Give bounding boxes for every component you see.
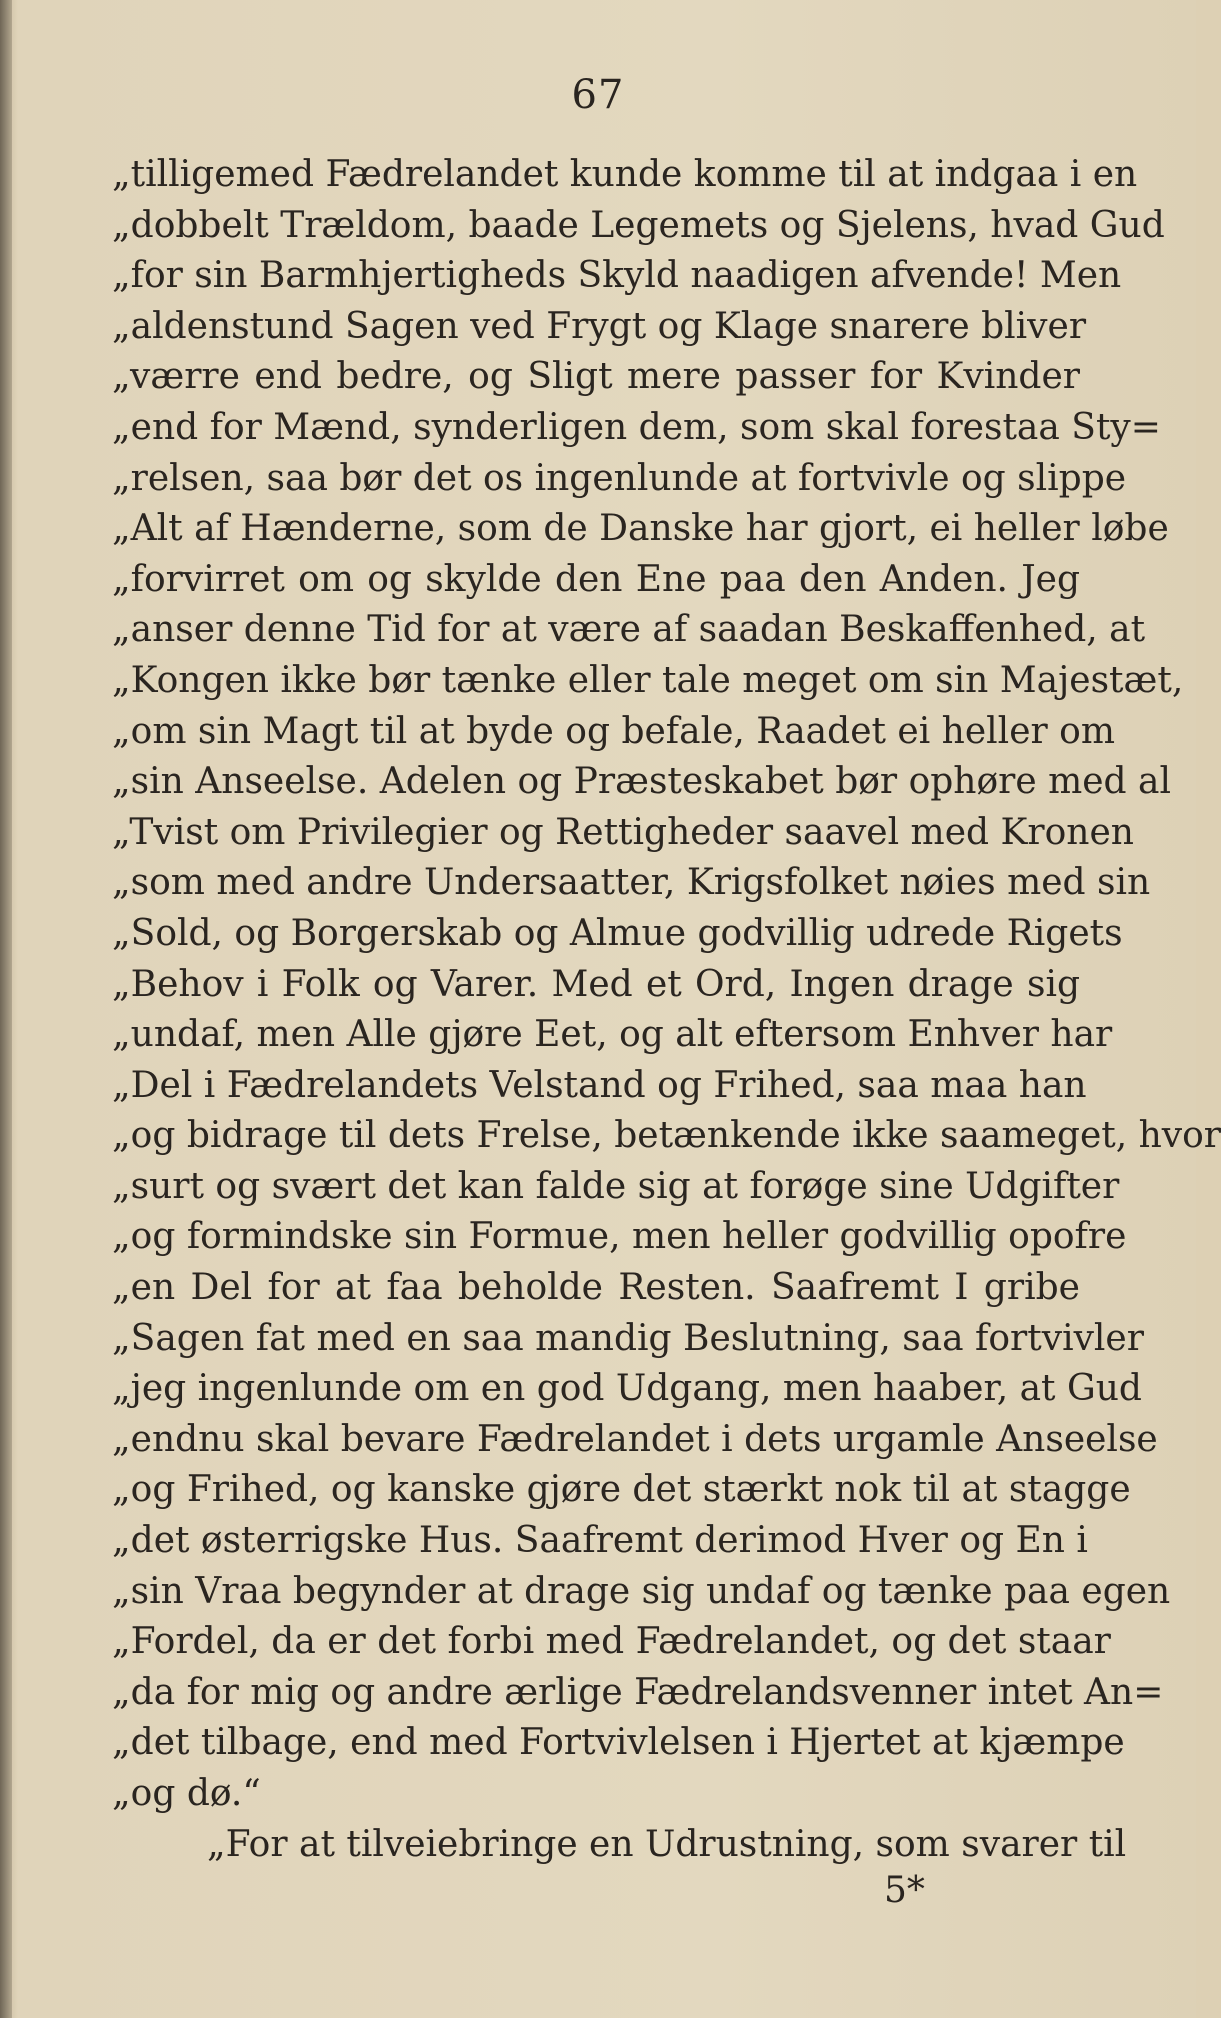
text-line: „endnu skal bevare Fædrelandet i dets urgamle Anseelse (112, 1418, 1158, 1460)
text-line: „dobbelt Trældom, baade Legemets og Sjelens, hvad Gud (112, 204, 1165, 246)
page-number: 67 (571, 72, 625, 118)
text-line: „sin Anseelse. Adelen og Præsteskabet bør ophøre med al (112, 761, 1172, 803)
text-line: „end for Mænd, synderligen dem, som skal forestaa Sty= (112, 406, 1161, 448)
text-line: „værre end bedre, og Sligt mere passer for Kvinder (112, 356, 1080, 398)
text-line: „tilligemed Fædrelandet kunde komme til at indgaa i en (112, 154, 1138, 195)
text-line: „Fordel, da er det forbi med Fædrelandet, og det staar (112, 1621, 1111, 1663)
printer-signature-mark: 5* (884, 1870, 925, 1911)
text-line: „Del i Fædrelandets Velstand og Frihed, saa maa han (112, 1064, 1087, 1106)
text-line: „det tilbage, end med Fortvivlelsen i Hjertet at kjæmpe (112, 1722, 1125, 1764)
text-line: „jeg ingenlunde om en god Udgang, men haaber, at Gud (112, 1368, 1142, 1410)
text-line: „for sin Barmhjertigheds Skyld naadigen afvende! Men (112, 255, 1122, 297)
text-line: „surt og svært det kan falde sig at forøge sine Udgifter (112, 1165, 1120, 1207)
text-line: „relsen, saa bør det os ingenlunde at fortvivle og slippe (112, 457, 1127, 499)
text-line: „det østerrigske Hus. Saafremt derimod Hver og En i (112, 1520, 1088, 1562)
text-line: „anser denne Tid for at være af saadan Beskaffenhed, at (112, 609, 1146, 651)
text-line: „og bidrage til dets Frelse, betænkende ikke saameget, hvor (112, 1115, 1221, 1157)
text-line: „aldenstund Sagen ved Frygt og Klage snarere bliver (112, 305, 1087, 347)
body-text (112, 150, 1221, 1870)
text-line-paragraph-end: „og dø.“ (112, 1773, 261, 1814)
text-line: „Alt af Hænderne, som de Danske har gjort, ei heller løbe (112, 508, 1169, 550)
text-line: „Tvist om Privilegier og Rettigheder saavel med Kronen (112, 811, 1134, 853)
text-line: „og Frihed, og kanske gjøre det stærkt nok til at stagge (112, 1469, 1131, 1511)
text-line: „forvirret om og skylde den Ene paa den Anden. Jeg (112, 558, 1080, 600)
text-line: „om sin Magt til at byde og befale, Raadet ei heller om (112, 710, 1115, 752)
text-line-paragraph-start: „For at tilveiebringe en Udrustning, som svarer til (207, 1823, 1127, 1865)
text-line: „Sagen fat med en saa mandig Beslutning, saa fortvivler (112, 1317, 1144, 1359)
text-line: „undaf, men Alle gjøre Eet, og alt eftersom Enhver har (112, 1014, 1113, 1056)
text-line: „en Del for at faa beholde Resten. Saafremt I gribe (112, 1267, 1080, 1309)
text-line: „sin Vraa begynder at drage sig undaf og tænke paa egen (112, 1570, 1171, 1612)
text-line: „Kongen ikke bør tænke eller tale meget om sin Majestæt, (112, 659, 1184, 701)
text-line: „som med andre Undersaatter, Krigsfolket nøies med sin (112, 862, 1151, 904)
text-line: „Sold, og Borgerskab og Almue godvillig udrede Rigets (112, 912, 1123, 954)
text-line: „Behov i Folk og Varer. Med et Ord, Ingen drage sig (112, 963, 1080, 1005)
page-gutter-shadow (0, 0, 12, 2018)
text-line: „da for mig og andre ærlige Fædrelandsvenner intet An= (112, 1671, 1164, 1713)
text-line: „og formindske sin Formue, men heller godvillig opofre (112, 1216, 1127, 1258)
